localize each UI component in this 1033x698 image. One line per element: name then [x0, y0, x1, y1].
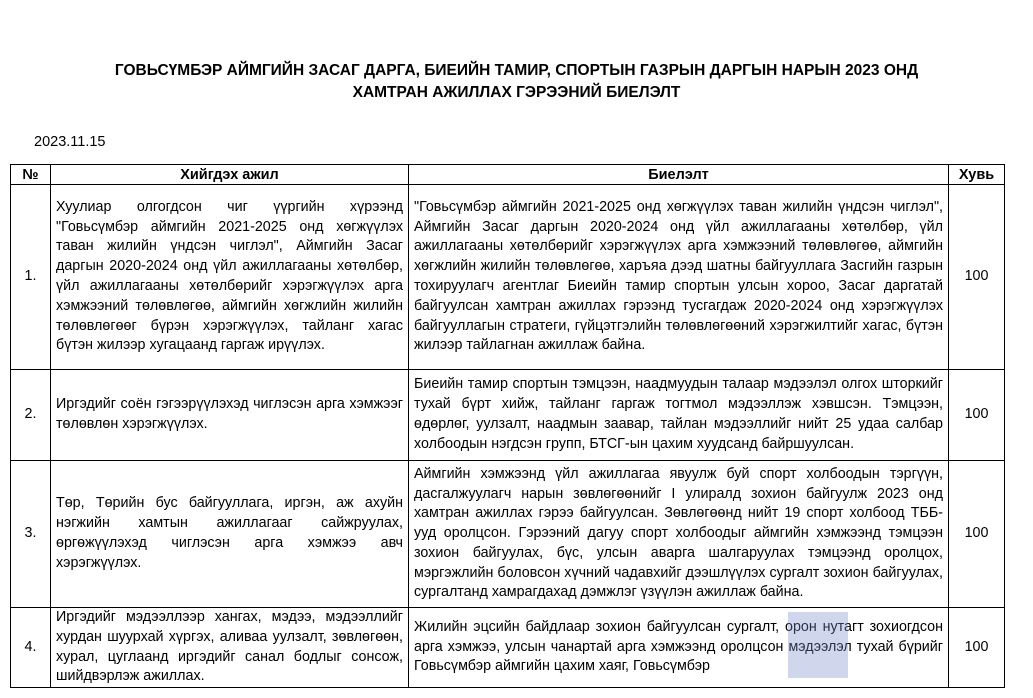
table-header-row: [11, 165, 1005, 185]
row-task: Төр, Төрийн бус байгууллага, иргэн, аж ахуйн нэгжийн хамтын ажиллагааг сайжруулах, өргөжүүлэхэд чиглэсэн арга хэмжээ авч хэрэгжүүлэх.: [51, 461, 409, 608]
row-num: 3.: [11, 461, 51, 608]
stamp-mark: [788, 612, 848, 678]
row-result: Аймгийн хэмжээнд үйл ажиллагаа явуулж буй спорт холбоодын тэргүүн, дасгалжуулагч нарын зөвлөгөөнийг I улиралд зохион байгуулж 2023 онд хамтран ажиллах гэрээ байгуулсан. Зөвлөгөөнд нийт 19 спорт холбоод ТББ-ууд оролцсон. Гэрээний дагуу спорт холбоодыг аймгийн хэмжээнд тэмцээн зохион байгуулах, бүс, улсын аварга шалгаруулах тэмцээнд оролцох, мэргэжлийн боловсон хүчний чадавхийг дээшлүүлэх сургалт зохион байгуулах, сургалтанд хамрагдахад дэмжлэг үзүүлэн ажиллаж байна.: [409, 461, 949, 608]
table-row: [11, 185, 1005, 370]
header-percent: Хувь: [949, 165, 1005, 185]
row-percent: 100: [949, 185, 1005, 370]
row-task: Иргэдийг мэдээллээр хангах, мэдээ, мэдээллийг хурдан шуурхай хүргэх, аливаа уулзалт, зөвлөгөөн, хурал, цуглаанд иргэдийг санал бодлыг сонсож, шийдвэрлэж ажиллах.: [51, 608, 409, 688]
row-task: Хуулиар олгогдсон чиг үүргийн хүрээнд "Говьсүмбэр аймгийн 2021-2025 онд хөгжүүлэх таван жилийн үндсэн чиглэл", Аймгийн Засаг даргын 2020-2024 онд үйл ажиллагааны хөтөлбөр, үйл ажиллагааны хөтөлбөрийг хэрэгжүүлэх арга хэмжээний төлөвлөгөө, аймгийн хөгжлийн жилийн төлөвлөгөөг бүрэн хэрэгжүүлэх, тайланг хагас бүтэн жилээр хугацаанд гаргаж ирүүлэх.: [51, 185, 409, 370]
table-row: [11, 461, 1005, 608]
header-num: №: [11, 165, 51, 185]
row-num: 4.: [11, 608, 51, 688]
document-date: 2023.11.15: [34, 134, 106, 150]
title-line-1: ГОВЬСҮМБЭР АЙМГИЙН ЗАСАГ ДАРГА, БИЕИЙН ТАМИР, СПОРТЫН ГАЗРЫН ДАРГЫН НАРЫН 2023 ОНД: [114, 62, 919, 79]
row-percent: 100: [949, 370, 1005, 461]
header-result: Биелэлт: [409, 165, 949, 185]
header-task: Хийгдэх ажил: [51, 165, 409, 185]
row-num: 2.: [11, 370, 51, 461]
row-task: Иргэдийг соён гэгээрүүлэхэд чиглэсэн арга хэмжээг төлөвлөн хэрэгжүүлэх.: [51, 370, 409, 461]
report-table: [10, 164, 1005, 688]
row-percent: 100: [949, 461, 1005, 608]
row-result: Жилийн эцсийн байдлаар зохион байгуулсан сургалт, орон нутагт зохиогдсон арга хэмжээ, улсын чанартай арга хэмжээнд оролцсон мэдээлэл тухай бүрийг Говьсүмбэр аймгийн цахим хаяг, Говьсүмбэр: [409, 608, 949, 688]
row-num: 1.: [11, 185, 51, 370]
row-result: Биеийн тамир спортын тэмцээн, наадмуудын талаар мэдээлэл олгох шторкийг тухай бүрт хийж, тайланг гаргаж тогтмол мэдээллэж хэвшсэн. Тэмцээн, өдөрлөг, уулзалт, наадмын заавар, тайлан мэдээллийг нийт 25 удаа салбар холбоодын нэгдсэн групп, БТСГ-ын цахим хуудсанд байршуулсан.: [409, 370, 949, 461]
row-percent: 100: [949, 608, 1005, 688]
title-line-2: ХАМТРАН АЖИЛЛАХ ГЭРЭЭНИЙ БИЕЛЭЛТ: [352, 84, 681, 101]
row-result: "Говьсүмбэр аймгийн 2021-2025 онд хөгжүүлэх таван жилийн үндсэн чиглэл", Аймгийн Засаг даргын 2020-2024 онд үйл ажиллагааны хөтөлбөр, үйл ажиллагааны хөтөлбөрийг хэрэгжүүлэх арга хэмжээний төлөвлөгөө, аймгийн хөгжлийн жилийн төлөвлөгөө, харъяа дээд шатны байгууллага Засгийн газрын тохируулагч агентлаг Биеийн тамир спортын улсын хороо, Засаг даргатай байгуулсан хамтран ажиллах гэрээнд тусгагдаж 2020-2024 онд хэрэгжүүлэх байгууллагын стратеги, гүйцэтгэлийн төлөвлөгөөний хэрэгжилтийг хагас, бүтэн жилээр тайлагнан ажиллаж байна.: [409, 185, 949, 370]
document-title: [0, 60, 1033, 104]
table-row: [11, 608, 1005, 688]
table-row: [11, 370, 1005, 461]
